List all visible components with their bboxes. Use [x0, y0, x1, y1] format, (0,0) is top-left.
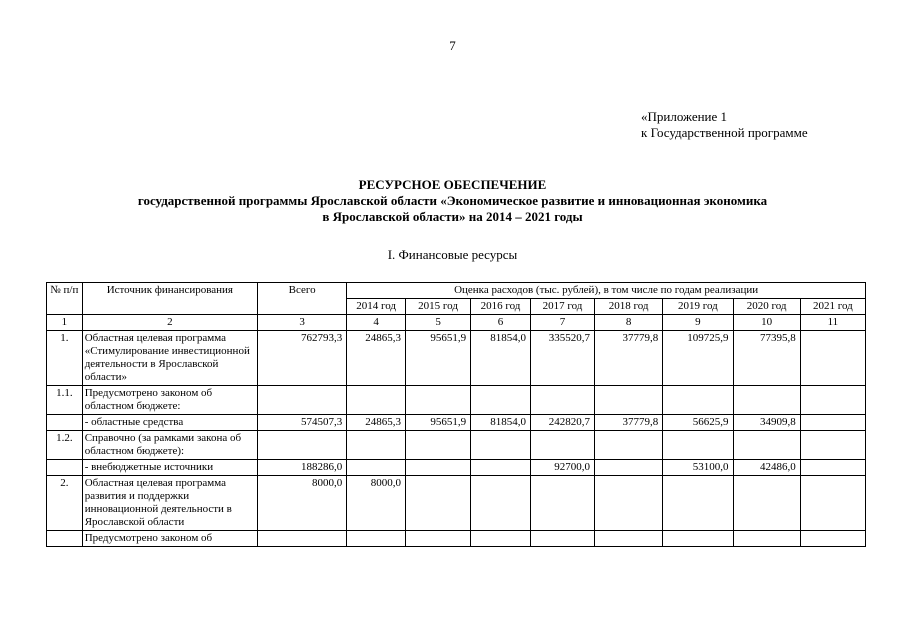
appendix-note — [641, 109, 808, 141]
row-year-value — [594, 386, 662, 415]
section-title: I. Финансовые ресурсы — [387, 247, 518, 262]
row-number — [47, 531, 83, 547]
row-source: - внебюджетные источники — [82, 460, 257, 476]
column-number-row — [47, 315, 866, 331]
row-year-value — [800, 531, 865, 547]
document-title — [0, 177, 905, 225]
row-source: Справочно (за рамками закона об областном бюджете): — [82, 431, 257, 460]
row-year-value — [530, 431, 594, 460]
row-year-value: 92700,0 — [530, 460, 594, 476]
row-year-value — [663, 531, 733, 547]
row-year-value — [347, 431, 406, 460]
row-total — [258, 386, 347, 415]
column-number: 8 — [594, 315, 662, 331]
row-total: 762793,3 — [258, 331, 347, 386]
column-number: 3 — [258, 315, 347, 331]
row-year-value — [471, 431, 531, 460]
row-year-value — [406, 476, 471, 531]
row-year-value — [800, 331, 865, 386]
column-number: 5 — [406, 315, 471, 331]
header-year: 2020 год — [733, 299, 800, 315]
table-row — [47, 431, 866, 460]
table-row — [47, 415, 866, 431]
row-source: Областная целевая программа развития и поддержки инновационной деятельности в Ярославской области — [82, 476, 257, 531]
row-year-value — [406, 531, 471, 547]
row-year-value: 37779,8 — [594, 415, 662, 431]
row-year-value — [800, 460, 865, 476]
header-year: 2021 год — [800, 299, 865, 315]
row-year-value: 24865,3 — [347, 415, 406, 431]
title-line-3: в Ярославской области» на 2014 – 2021 годы — [322, 209, 583, 224]
row-year-value — [347, 460, 406, 476]
row-year-value — [471, 531, 531, 547]
table-row — [47, 386, 866, 415]
row-total: 8000,0 — [258, 476, 347, 531]
row-year-value — [471, 460, 531, 476]
row-year-value — [594, 431, 662, 460]
column-number: 7 — [530, 315, 594, 331]
row-year-value — [800, 476, 865, 531]
row-year-value — [406, 460, 471, 476]
row-source: Предусмотрено законом об — [82, 531, 257, 547]
header-total: Всего — [258, 283, 347, 315]
row-year-value — [530, 476, 594, 531]
column-number: 1 — [47, 315, 83, 331]
row-year-value: 109725,9 — [663, 331, 733, 386]
row-total: 188286,0 — [258, 460, 347, 476]
appendix-line-1: «Приложение 1 — [641, 109, 728, 124]
row-year-value — [800, 415, 865, 431]
row-year-value — [733, 476, 800, 531]
table-row — [47, 476, 866, 531]
row-year-value: 56625,9 — [663, 415, 733, 431]
row-total — [258, 531, 347, 547]
row-source: Предусмотрено законом об областном бюджете: — [82, 386, 257, 415]
row-number: 2. — [47, 476, 83, 531]
row-year-value — [347, 531, 406, 547]
row-year-value: 53100,0 — [663, 460, 733, 476]
row-year-value: 242820,7 — [530, 415, 594, 431]
row-year-value — [663, 476, 733, 531]
row-number: 1. — [47, 331, 83, 386]
row-year-value — [663, 431, 733, 460]
row-year-value: 37779,8 — [594, 331, 662, 386]
row-year-value: 34909,8 — [733, 415, 800, 431]
row-year-value: 24865,3 — [347, 331, 406, 386]
table-body — [47, 331, 866, 547]
row-year-value: 95651,9 — [406, 415, 471, 431]
row-year-value — [800, 386, 865, 415]
row-year-value — [594, 531, 662, 547]
header-year: 2018 год — [594, 299, 662, 315]
financial-resources-table — [46, 282, 866, 547]
row-year-value — [347, 386, 406, 415]
row-year-value: 335520,7 — [530, 331, 594, 386]
header-year: 2015 год — [406, 299, 471, 315]
row-year-value: 77395,8 — [733, 331, 800, 386]
row-year-value: 8000,0 — [347, 476, 406, 531]
row-year-value — [594, 460, 662, 476]
column-number: 2 — [82, 315, 257, 331]
row-year-value — [471, 386, 531, 415]
column-number: 10 — [733, 315, 800, 331]
row-year-value: 81854,0 — [471, 331, 531, 386]
header-row-1 — [47, 283, 866, 299]
column-number: 11 — [800, 315, 865, 331]
title-line-1: РЕСУРСНОЕ ОБЕСПЕЧЕНИЕ — [358, 177, 547, 192]
header-year: 2019 год — [663, 299, 733, 315]
row-number: 1.1. — [47, 386, 83, 415]
appendix-line-2: к Государственной программе — [641, 125, 808, 140]
header-year: 2017 год — [530, 299, 594, 315]
row-number: 1.2. — [47, 431, 83, 460]
header-estimate: Оценка расходов (тыс. рублей), в том числе по годам реализации — [347, 283, 866, 299]
header-no: № п/п — [47, 283, 83, 315]
row-number — [47, 415, 83, 431]
row-year-value: 42486,0 — [733, 460, 800, 476]
row-source: - областные средства — [82, 415, 257, 431]
header-year: 2016 год — [471, 299, 531, 315]
row-year-value — [733, 386, 800, 415]
row-year-value — [594, 476, 662, 531]
row-year-value — [471, 476, 531, 531]
row-total: 574507,3 — [258, 415, 347, 431]
row-year-value — [406, 386, 471, 415]
title-line-2: государственной программы Ярославской области «Экономическое развитие и инновационная экономика — [137, 193, 768, 208]
row-year-value — [800, 431, 865, 460]
column-number: 6 — [471, 315, 531, 331]
table-row — [47, 531, 866, 547]
column-number: 4 — [347, 315, 406, 331]
row-total — [258, 431, 347, 460]
row-year-value: 95651,9 — [406, 331, 471, 386]
row-year-value — [530, 386, 594, 415]
row-year-value — [733, 431, 800, 460]
row-year-value — [406, 431, 471, 460]
row-year-value: 81854,0 — [471, 415, 531, 431]
table-row — [47, 460, 866, 476]
row-year-value — [733, 531, 800, 547]
row-source: Областная целевая программа «Стимулирование инвестиционной деятельности в Ярославской области» — [82, 331, 257, 386]
header-source: Источник финансирования — [82, 283, 257, 315]
header-year: 2014 год — [347, 299, 406, 315]
page-number: 7 — [449, 38, 456, 53]
row-number — [47, 460, 83, 476]
column-number: 9 — [663, 315, 733, 331]
row-year-value — [530, 531, 594, 547]
row-year-value — [663, 386, 733, 415]
table-row — [47, 331, 866, 386]
